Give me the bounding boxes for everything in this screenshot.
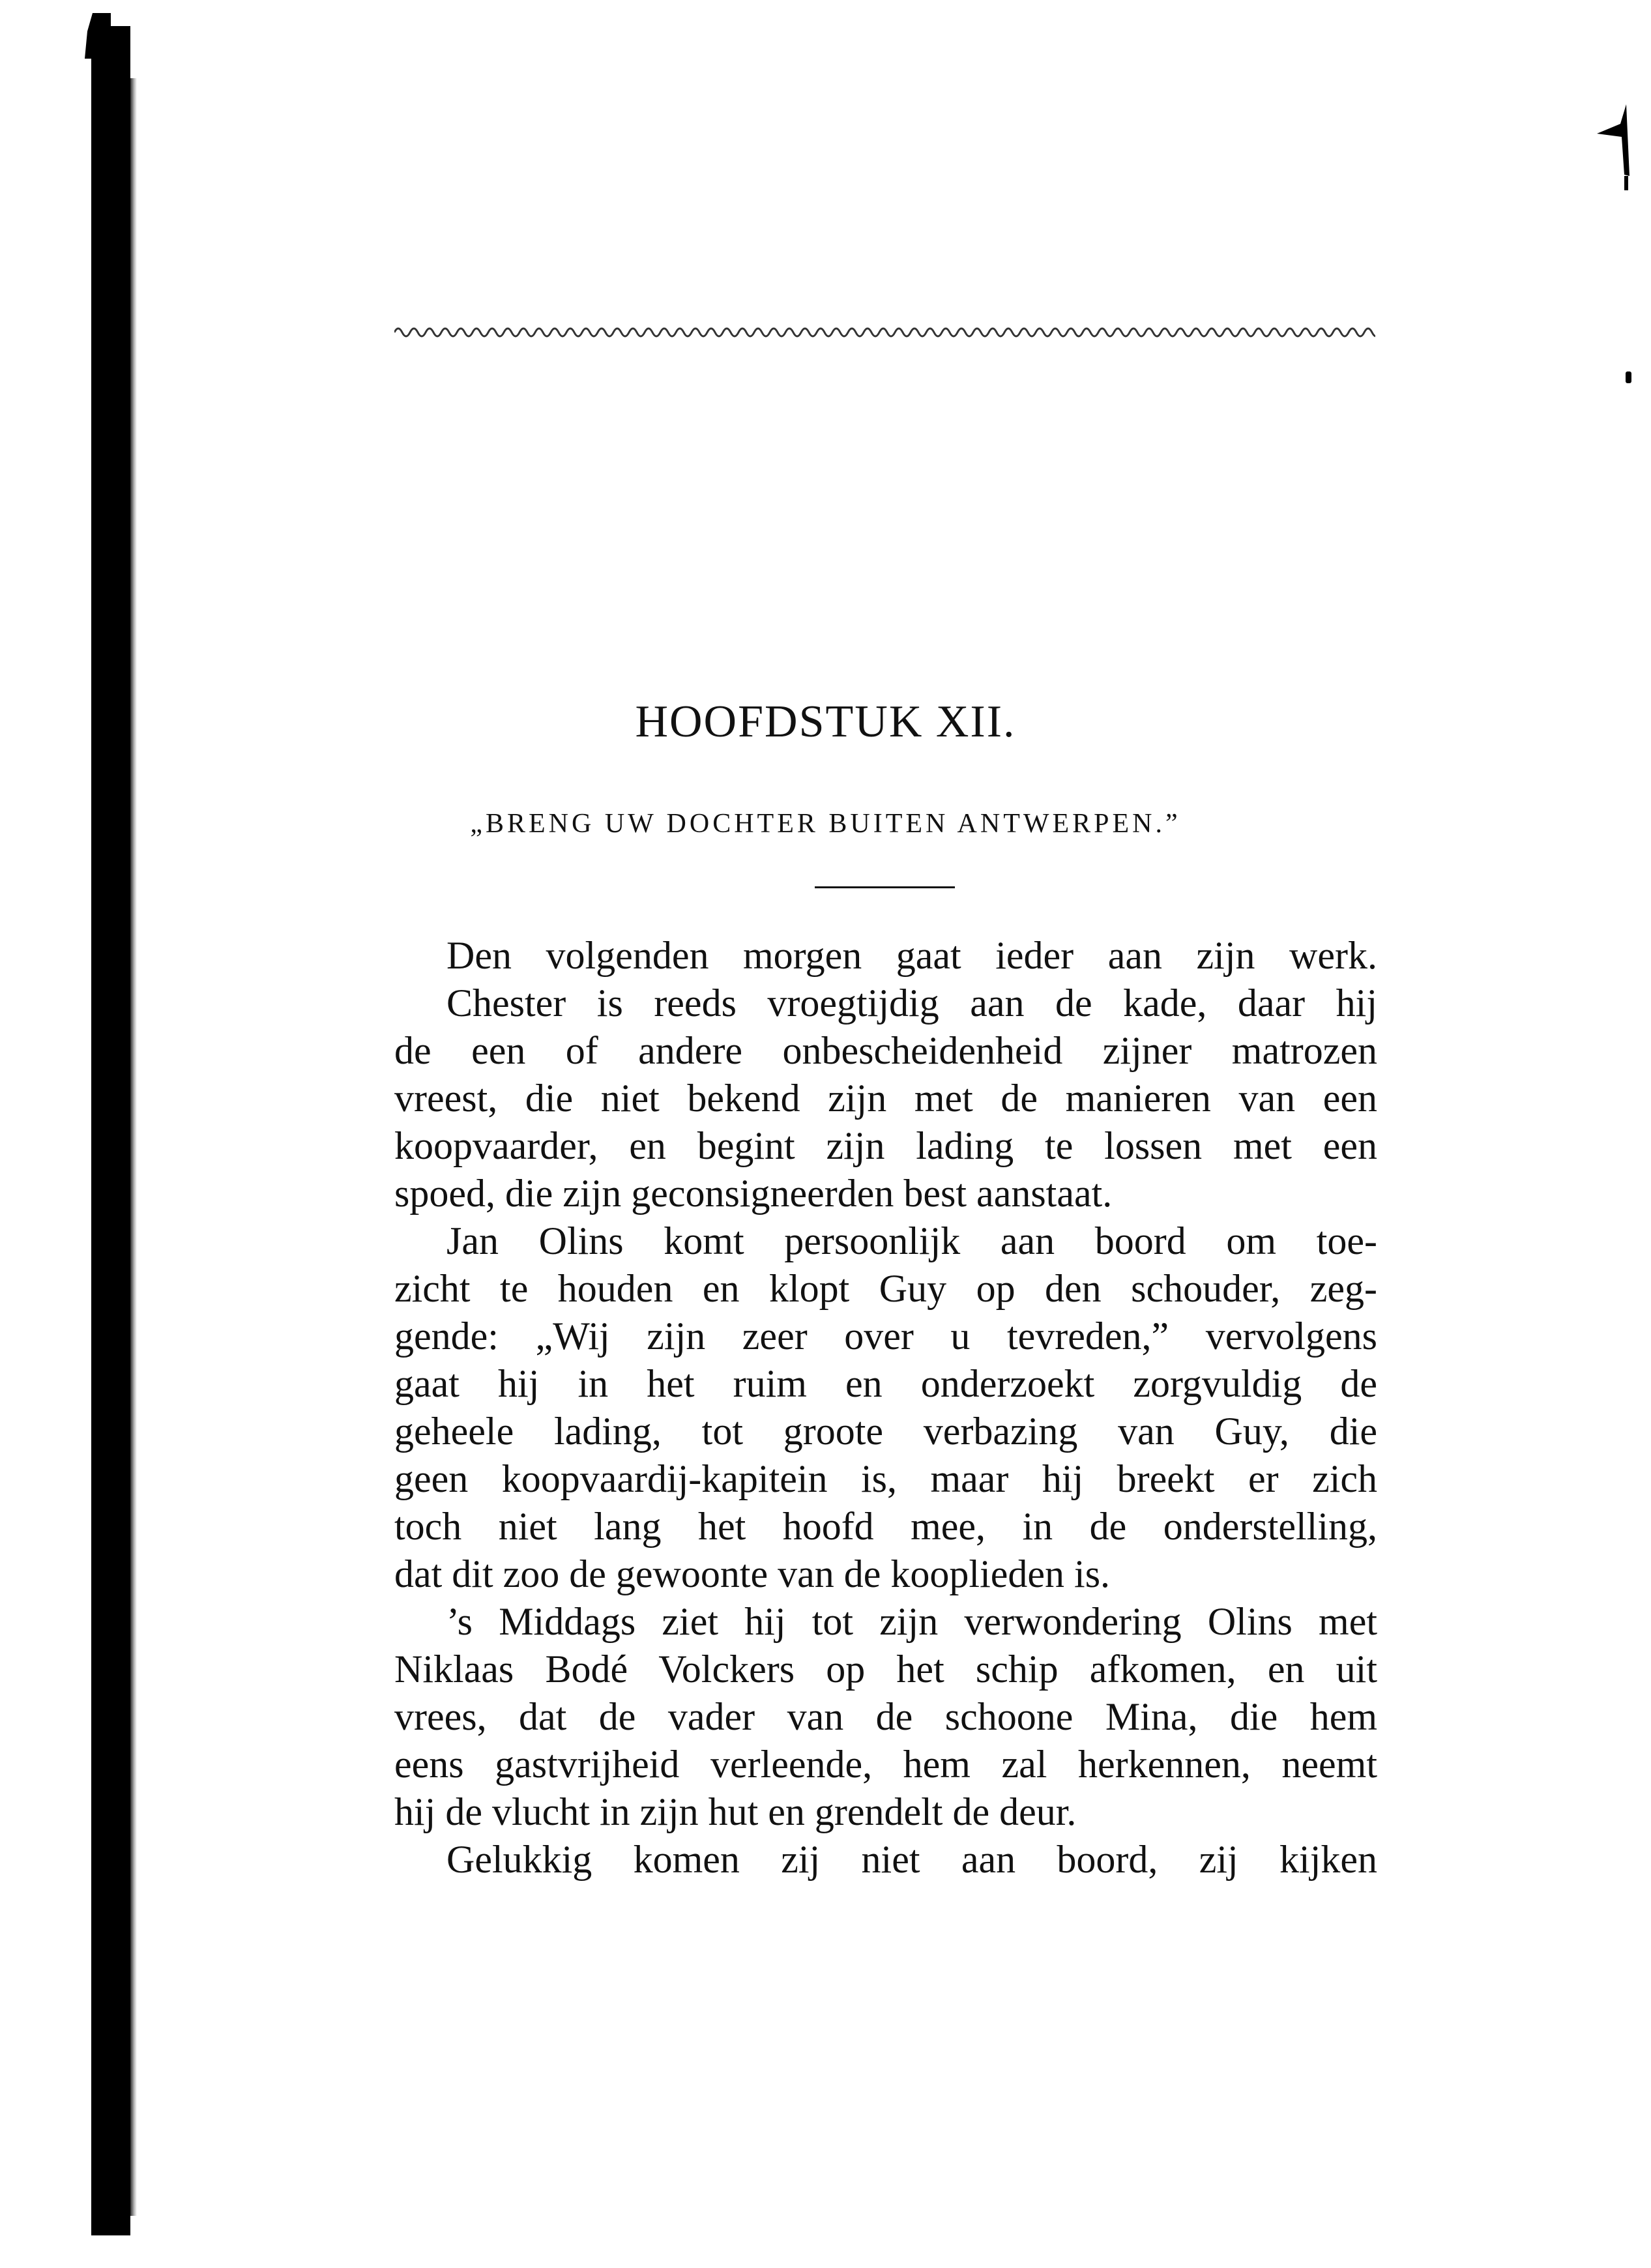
text-line: geen koopvaardij-kapitein is, maar hij breekt er zich	[394, 1457, 1377, 1500]
body-text	[394, 932, 1377, 1883]
chapter-subtitle: „BRENG UW DOCHTER BUITEN ANTWERPEN.”	[470, 809, 1181, 839]
scanned-page-edge	[91, 26, 130, 2235]
text-line: Niklaas Bodé Volckers op het schip afkomen, en uit	[394, 1648, 1377, 1691]
head-ornament	[394, 319, 1375, 345]
text-line: eens gastvrijheid verleende, hem zal herkennen, neemt	[394, 1743, 1377, 1786]
text-line: Jan Olins komt persoonlijk aan boord om toe-	[446, 1219, 1377, 1262]
text-line: vreest, die niet bekend zijn met de manieren van een	[394, 1077, 1377, 1120]
stray-mark	[1590, 98, 1636, 196]
chapter-title: HOOFDSTUK XII.	[635, 697, 1016, 747]
text-line: Gelukkig komen zij niet aan boord, zij kijken	[446, 1838, 1377, 1881]
text-line: Chester is reeds vroegtijdig aan de kade, daar hij	[446, 981, 1377, 1025]
text-line: de een of andere onbescheidenheid zijner matrozen	[394, 1029, 1377, 1072]
text-line: Den volgenden morgen gaat ieder aan zijn werk.	[446, 934, 1377, 977]
text-line: gende: „Wij zijn zeer over u tevreden,” vervolgens	[394, 1315, 1377, 1358]
text-line: zicht te houden en klopt Guy op den schouder, zeg-	[394, 1267, 1377, 1310]
text-line: geheele lading, tot groote verbazing van Guy, die	[394, 1410, 1377, 1453]
text-line: hij de vlucht in zijn hut en grendelt de deur.	[394, 1790, 1077, 1833]
title-rule	[815, 886, 955, 888]
text-line: gaat hij in het ruim en onderzoekt zorgvuldig de	[394, 1362, 1377, 1405]
text-line: koopvaarder, en begint zijn lading te lossen met een	[394, 1124, 1377, 1167]
scanned-page-edge-fringe	[130, 78, 137, 2216]
text-line: spoed, die zijn geconsigneerden best aanstaat.	[394, 1172, 1113, 1215]
text-line: vrees, dat de vader van de schoone Mina, die hem	[394, 1695, 1377, 1738]
stray-dot	[1626, 371, 1631, 383]
text-line: ’s Middags ziet hij tot zijn verwondering Olins met	[446, 1600, 1377, 1643]
text-line: toch niet lang het hoofd mee, in de onderstelling,	[394, 1505, 1377, 1548]
text-line: dat dit zoo de gewoonte van de kooplieden is.	[394, 1552, 1111, 1595]
